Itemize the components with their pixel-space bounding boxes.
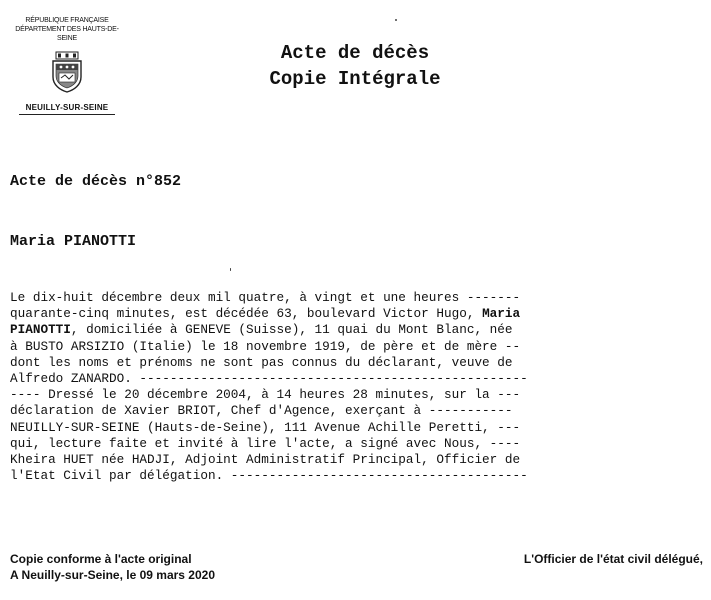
city-label: NEUILLY-SUR-SEINE (25, 103, 109, 112)
certification-line-1: Copie conforme à l'acte original (10, 552, 192, 566)
body-line: Kheira HUET née HADJI, Adjoint Administratif Principal, Officier de (10, 452, 521, 468)
deceased-name: Maria PIANOTTI (10, 233, 137, 250)
body-name-last: PIANOTTI (10, 322, 71, 338)
body-name-first: Maria (482, 306, 521, 322)
issuer-block (8, 16, 126, 115)
department-label: DÉPARTEMENT DES HAUTS-DE-SEINE (15, 26, 119, 42)
republic-label: RÉPUBLIQUE FRANÇAISE (25, 17, 109, 24)
body-line: dont les noms et prénoms ne sont pas connus du déclarant, veuve de (10, 354, 513, 370)
body-line: ---- Dressé le 20 décembre 2004, à 14 heures 28 minutes, sur la --- (10, 387, 521, 403)
body-text: quarante-cinq minutes, est décédée 63, boulevard Victor Hugo, (10, 306, 483, 322)
body-line (10, 322, 610, 338)
document-title (210, 40, 500, 92)
body-line: NEUILLY-SUR-SEINE (Hauts-de-Seine), 111 Avenue Achille Peretti, --- (10, 419, 521, 435)
certification-line-2: A Neuilly-sur-Seine, le 09 mars 2020 (10, 568, 215, 582)
officer-signature-label: L'Officier de l'état civil délégué, (523, 552, 703, 566)
body-line: qui, lecture faite et invité à lire l'acte, a signé avec Nous, ---- (10, 435, 521, 451)
body-line: l'Etat Civil par délégation. --------------------------------------- (10, 468, 528, 484)
body-line: à BUSTO ARSIZIO (Italie) le 18 novembre 1919, de père et de mère -- (10, 338, 521, 354)
act-body (10, 290, 610, 484)
scan-speck (230, 268, 231, 271)
city-underline (19, 114, 115, 115)
certification-block (10, 551, 215, 583)
title-line-1: Acte de décès (280, 42, 430, 64)
act-number: Acte de décès n°852 (10, 173, 182, 190)
scan-speck (395, 19, 397, 21)
coat-of-arms-icon (48, 51, 86, 93)
body-text: , domiciliée à GENEVE (Suisse), 11 quai du Mont Blanc, née (70, 322, 513, 338)
body-line: Le dix-huit décembre deux mil quatre, à vingt et une heures ------- (10, 290, 521, 305)
body-line: Alfredo ZANARDO. --------------------------------------------------- (10, 371, 528, 387)
body-line (10, 306, 610, 322)
title-line-2: Copie Intégrale (269, 68, 441, 90)
body-line: déclaration de Xavier BRIOT, Chef d'Agence, exerçant à ----------- (10, 403, 513, 419)
